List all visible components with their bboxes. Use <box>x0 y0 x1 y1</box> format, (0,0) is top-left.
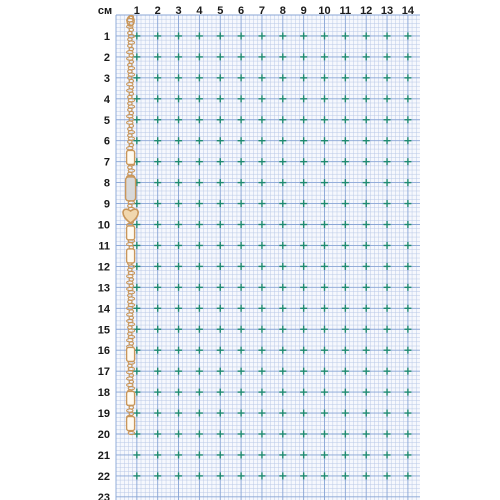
row-label: 1 <box>103 30 110 43</box>
row-label: 14 <box>97 303 110 316</box>
row-label: 11 <box>98 240 110 253</box>
row-label: 4 <box>103 93 110 106</box>
chain-station <box>127 347 135 361</box>
row-label: 5 <box>103 114 110 127</box>
chain-station <box>127 391 135 405</box>
column-label: 5 <box>217 5 224 17</box>
column-label: 9 <box>300 5 307 17</box>
column-label: 3 <box>175 5 182 17</box>
column-label: 14 <box>401 5 415 17</box>
row-label: 16 <box>97 345 110 358</box>
column-label: 2 <box>154 5 161 17</box>
grid-paper <box>116 15 420 500</box>
column-label: 8 <box>279 5 286 17</box>
chain-station <box>127 417 135 431</box>
chain-station <box>127 226 135 240</box>
row-label: 12 <box>97 261 110 274</box>
row-label: 6 <box>103 135 110 148</box>
row-label: 19 <box>97 408 110 421</box>
chain-station <box>127 249 135 263</box>
column-label: 12 <box>360 5 373 17</box>
column-label: 6 <box>238 5 245 17</box>
column-label: 4 <box>196 5 203 17</box>
column-label: 1 <box>133 5 140 17</box>
row-label: 13 <box>97 282 110 295</box>
row-label: 15 <box>97 324 110 337</box>
row-label: 8 <box>103 177 110 190</box>
row-label: 22 <box>97 470 110 483</box>
column-label: 7 <box>258 5 266 17</box>
column-label: 10 <box>318 5 331 17</box>
column-label: 11 <box>339 5 352 17</box>
unit-label: см <box>97 5 113 17</box>
chain-station <box>127 150 135 164</box>
row-label: 3 <box>103 72 110 85</box>
column-label: 13 <box>380 5 394 17</box>
row-label: 17 <box>97 366 110 379</box>
row-label: 18 <box>97 387 110 400</box>
silver-bar-charm <box>126 177 136 201</box>
row-label: 21 <box>97 449 110 462</box>
row-label: 20 <box>97 429 110 441</box>
row-label: 7 <box>103 156 110 169</box>
row-label: 10 <box>97 219 110 232</box>
row-label: 2 <box>103 51 110 64</box>
row-label: 9 <box>103 198 110 211</box>
row-label: 23 <box>97 491 110 500</box>
